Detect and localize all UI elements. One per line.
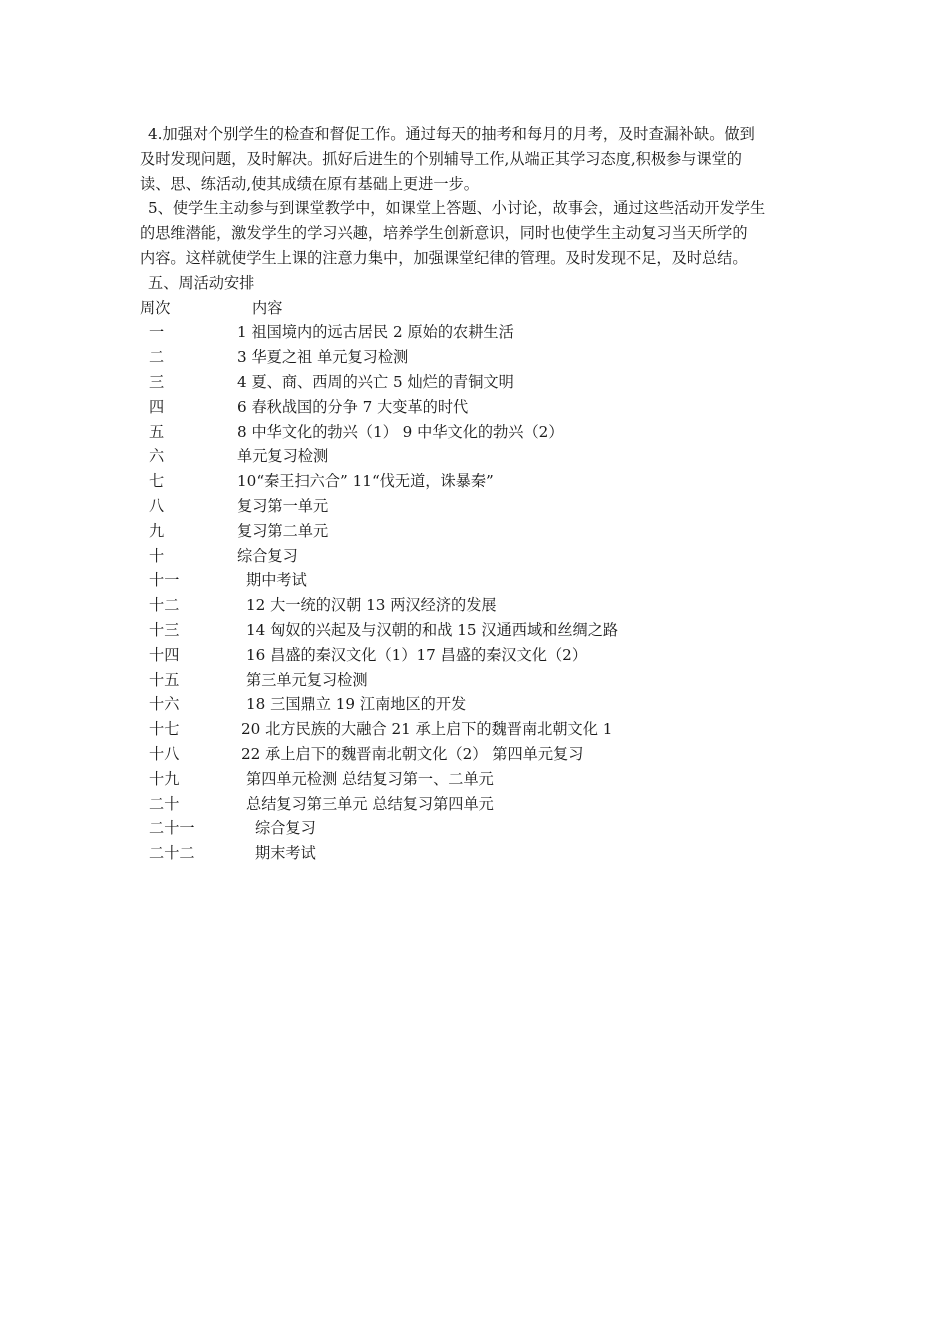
paragraph-line: 内容。这样就使学生上课的注意力集中，加强课堂纪律的管理。及时发现不足，及时总结。 [140,248,748,267]
content-cell: 8 中华文化的勃兴（1） 9 中华文化的勃兴（2） [237,422,564,441]
content-cell: 期末考试 [255,844,316,863]
content-cell: 10“秦王扫六合” 11“伐无道，诛暴秦” [237,472,494,491]
schedule-rows [140,320,812,866]
schedule-row [140,643,812,668]
week-cell: 十 [149,546,165,565]
content-cell: 4 夏、商、西周的兴亡 5 灿烂的青铜文明 [237,372,514,391]
section-heading: 五、周活动安排 [148,273,255,292]
content-cell: 综合复习 [255,819,316,838]
content-cell: 期中考试 [246,571,307,590]
content-column-header: 内容 [252,298,283,317]
schedule-row [140,717,812,742]
content-cell: 3 华夏之祖 单元复习检测 [237,348,409,367]
week-cell: 十一 [149,571,180,590]
week-cell: 十九 [149,769,180,788]
schedule-row [140,593,812,618]
week-cell: 四 [149,397,165,416]
week-cell: 二 [149,348,165,367]
paragraph-line: 5、使学生主动参与到课堂教学中，如课堂上答题、小讨论，故事会，通过这些活动开发学生 [148,199,766,218]
week-cell: 三 [149,372,165,391]
schedule-row [140,742,812,767]
week-cell: 十三 [149,620,180,639]
schedule-row [140,395,812,420]
paragraph-line: 读、思、练活动,使其成绩在原有基础上更进一步。 [140,174,479,193]
content-cell: 20 北方民族的大融合 21 承上启下的魏晋南北朝文化 1 [241,720,613,739]
schedule-row [140,420,812,445]
week-cell: 十六 [149,695,180,714]
week-cell: 二十 [149,794,180,813]
schedule-row [140,345,812,370]
content-cell: 综合复习 [237,546,298,565]
content-cell: 复习第二单元 [237,521,329,540]
schedule-row [140,320,812,345]
schedule-row [140,370,812,395]
paragraph-line: 及时发现问题，及时解决。抓好后进生的个别辅导工作,从端正其学习态度,积极参与课堂的 [140,149,742,168]
schedule-row [140,444,812,469]
schedule-row [140,692,812,717]
content-cell: 总结复习第三单元 总结复习第四单元 [246,794,494,813]
week-cell: 一 [149,323,165,342]
week-cell: 十四 [149,645,180,664]
paragraph-4 [140,122,812,196]
content-cell: 单元复习检测 [237,447,329,466]
content-cell: 12 大一统的汉朝 13 两汉经济的发展 [246,596,497,615]
schedule-row [140,544,812,569]
schedule-row [140,618,812,643]
week-cell: 二十一 [149,819,195,838]
content-cell: 14 匈奴的兴起及与汉朝的和战 15 汉通西域和丝绸之路 [246,620,619,639]
content-cell: 第四单元检测 总结复习第一、二单元 [246,769,494,788]
week-column-header: 周次 [140,298,171,317]
week-cell: 十五 [149,670,180,689]
schedule-row [140,816,812,841]
week-cell: 十七 [149,720,180,739]
content-cell: 第三单元复习检测 [246,670,368,689]
content-cell: 1 祖国境内的远古居民 2 原始的农耕生活 [237,323,514,342]
schedule-row [140,568,812,593]
schedule-table [140,296,812,866]
content-cell: 6 春秋战国的分争 7 大变革的时代 [237,397,469,416]
week-cell: 六 [149,447,165,466]
week-cell: 二十二 [149,844,195,863]
content-cell: 18 三国鼎立 19 江南地区的开发 [246,695,467,714]
content-cell: 复习第一单元 [237,496,329,515]
schedule-row [140,519,812,544]
content-cell: 16 昌盛的秦汉文化（1）17 昌盛的秦汉文化（2） [246,645,588,664]
paragraph-line: 的思维潜能，激发学生的学习兴趣，培养学生创新意识，同时也使学生主动复习当天所学的 [140,224,748,243]
schedule-header-row [140,296,812,321]
schedule-row [140,494,812,519]
week-cell: 五 [149,422,165,441]
week-cell: 十二 [149,596,180,615]
week-cell: 七 [149,472,165,491]
paragraph-5 [140,196,812,270]
week-cell: 九 [149,521,165,540]
schedule-row [140,792,812,817]
schedule-row [140,841,812,866]
document-page [140,122,812,866]
week-cell: 十八 [149,744,180,763]
schedule-row [140,668,812,693]
week-cell: 八 [149,496,165,515]
content-cell: 22 承上启下的魏晋南北朝文化（2） 第四单元复习 [241,744,584,763]
schedule-row [140,469,812,494]
schedule-row [140,767,812,792]
paragraph-line: 4.加强对个别学生的检查和督促工作。通过每天的抽考和每月的月考，及时查漏补缺。做到 [148,125,755,143]
